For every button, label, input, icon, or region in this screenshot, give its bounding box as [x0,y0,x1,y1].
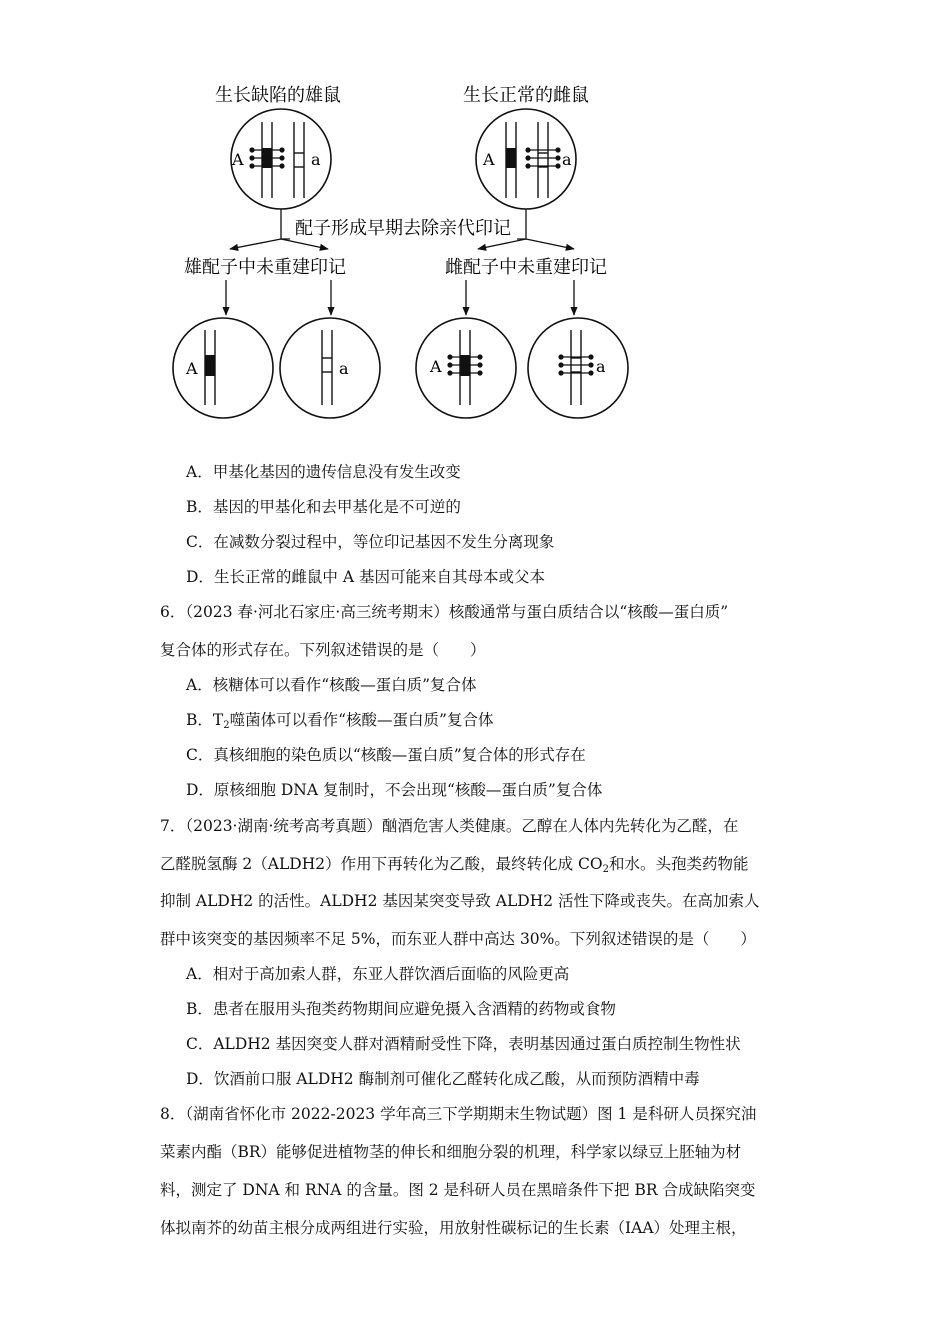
male-gamete-cell-a [280,318,380,418]
q5-option-d: D．生长正常的雌鼠中 A 基因可能来自其母本或父本 [186,568,545,586]
q8-stem-line-2: 菜素内酯（BR）能够促进植物茎的伸长和细胞分裂的机理，科学家以绿豆上胚轴为材 [160,1143,742,1161]
imprinting-diagram [160,78,640,428]
male-gamete-label: 雄配子中未重建印记 [184,257,346,278]
q6-option-b: B．$T_2$噬菌体可以看作“核酸—蛋白质”复合体 [186,711,494,731]
q5-option-a: A．甲基化基因的遗传信息没有发生改变 [186,463,461,481]
q8-stem-line-3: 料，测定了 DNA 和 RNA 的含量。图 2 是科研人员在黑暗条件下把 BR 合成缺陷突变 [160,1181,756,1199]
q7-stem-line-1: 7．（2023·湖南·统考高考真题）酗酒危害人类健康。乙醇在人体内先转化为乙醛，在 [160,817,739,835]
q6-stem-line-2: 复合体的形式存在。下列叙述错误的是（ ） [160,641,486,659]
q8-stem-line-1: 8．（湖南省怀化市 2022-2023 学年高三下学期期末生物试题）图 1 是科研人员探究油 [160,1105,757,1123]
q5-option-c: C．在减数分裂过程中，等位印记基因不发生分离现象 [186,533,555,551]
q6-stem-line-1: 6．（2023 春·河北石家庄·高三统考期末）核酸通常与蛋白质结合以“核酸—蛋白质” [160,603,729,621]
q6-option-a: A．核糖体可以看作“核酸—蛋白质”复合体 [186,676,477,694]
q6-option-c: C．真核细胞的染色质以“核酸—蛋白质”复合体的形式存在 [186,746,586,764]
arrow-male-left [230,239,281,249]
imprinting-figure [160,78,640,428]
male-parent-label: 生长缺陷的雄鼠 [215,85,341,106]
process-label: 配子形成早期去除亲代印记 [295,218,511,239]
arrow-female-left [478,239,526,249]
q7-stem-line-4: 群中该突变的基因频率不足 5%，而东亚人群中高达 30%。下列叙述错误的是（ ） [160,930,756,948]
svg-text:A: A [430,357,442,376]
q7-option-c: C．ALDH2 基因突变人群对酒精耐受性下降，表明基因通过蛋白质控制生物性状 [186,1035,741,1053]
svg-text:a: a [562,150,572,169]
q6-option-d: D．原核细胞 DNA 复制时，不会出现“核酸—蛋白质”复合体 [186,781,603,799]
arrow-male-right [281,239,328,249]
female-gamete-label: 雌配子中未重建印记 [445,257,607,278]
female-gamete-cell-a [528,318,628,418]
female-gamete-cell-A [416,318,516,418]
svg-text:A: A [232,150,244,169]
q5-option-b: B．基因的甲基化和去甲基化是不可逆的 [186,498,461,516]
svg-text:a: a [596,357,606,376]
q7-stem-line-2: 乙醛脱氢酶 2（ALDH2）作用下再转化为乙酸，最终转化成 $CO_2$和水。头孢类药物能 [160,855,749,875]
male-gamete-cell-A [173,318,273,418]
arrow-female-right [526,239,574,249]
q8-stem-line-4: 体拟南芥的幼苗主根分成两组进行实验，用放射性碳标记的生长素（IAA）处理主根， [160,1219,747,1237]
svg-text:a: a [339,359,349,378]
svg-text:A: A [483,150,495,169]
svg-text:a: a [311,150,321,169]
q7-option-b: B．患者在服用头孢类药物期间应避免摄入含酒精的药物或食物 [186,1000,616,1018]
female-parent-cell [476,109,576,209]
svg-text:A: A [186,359,198,378]
male-parent-cell [231,109,331,209]
q7-option-a: A．相对于高加索人群，东亚人群饮酒后面临的风险更高 [186,965,570,983]
female-parent-label: 生长正常的雌鼠 [463,85,589,106]
q7-stem-line-3: 抑制 ALDH2 的活性。ALDH2 基因某突变导致 ALDH2 活性下降或丧失。在高加索人 [160,892,760,910]
q7-option-d: D．饮酒前口服 ALDH2 酶制剂可催化乙醛转化成乙酸，从而预防酒精中毒 [186,1070,700,1088]
